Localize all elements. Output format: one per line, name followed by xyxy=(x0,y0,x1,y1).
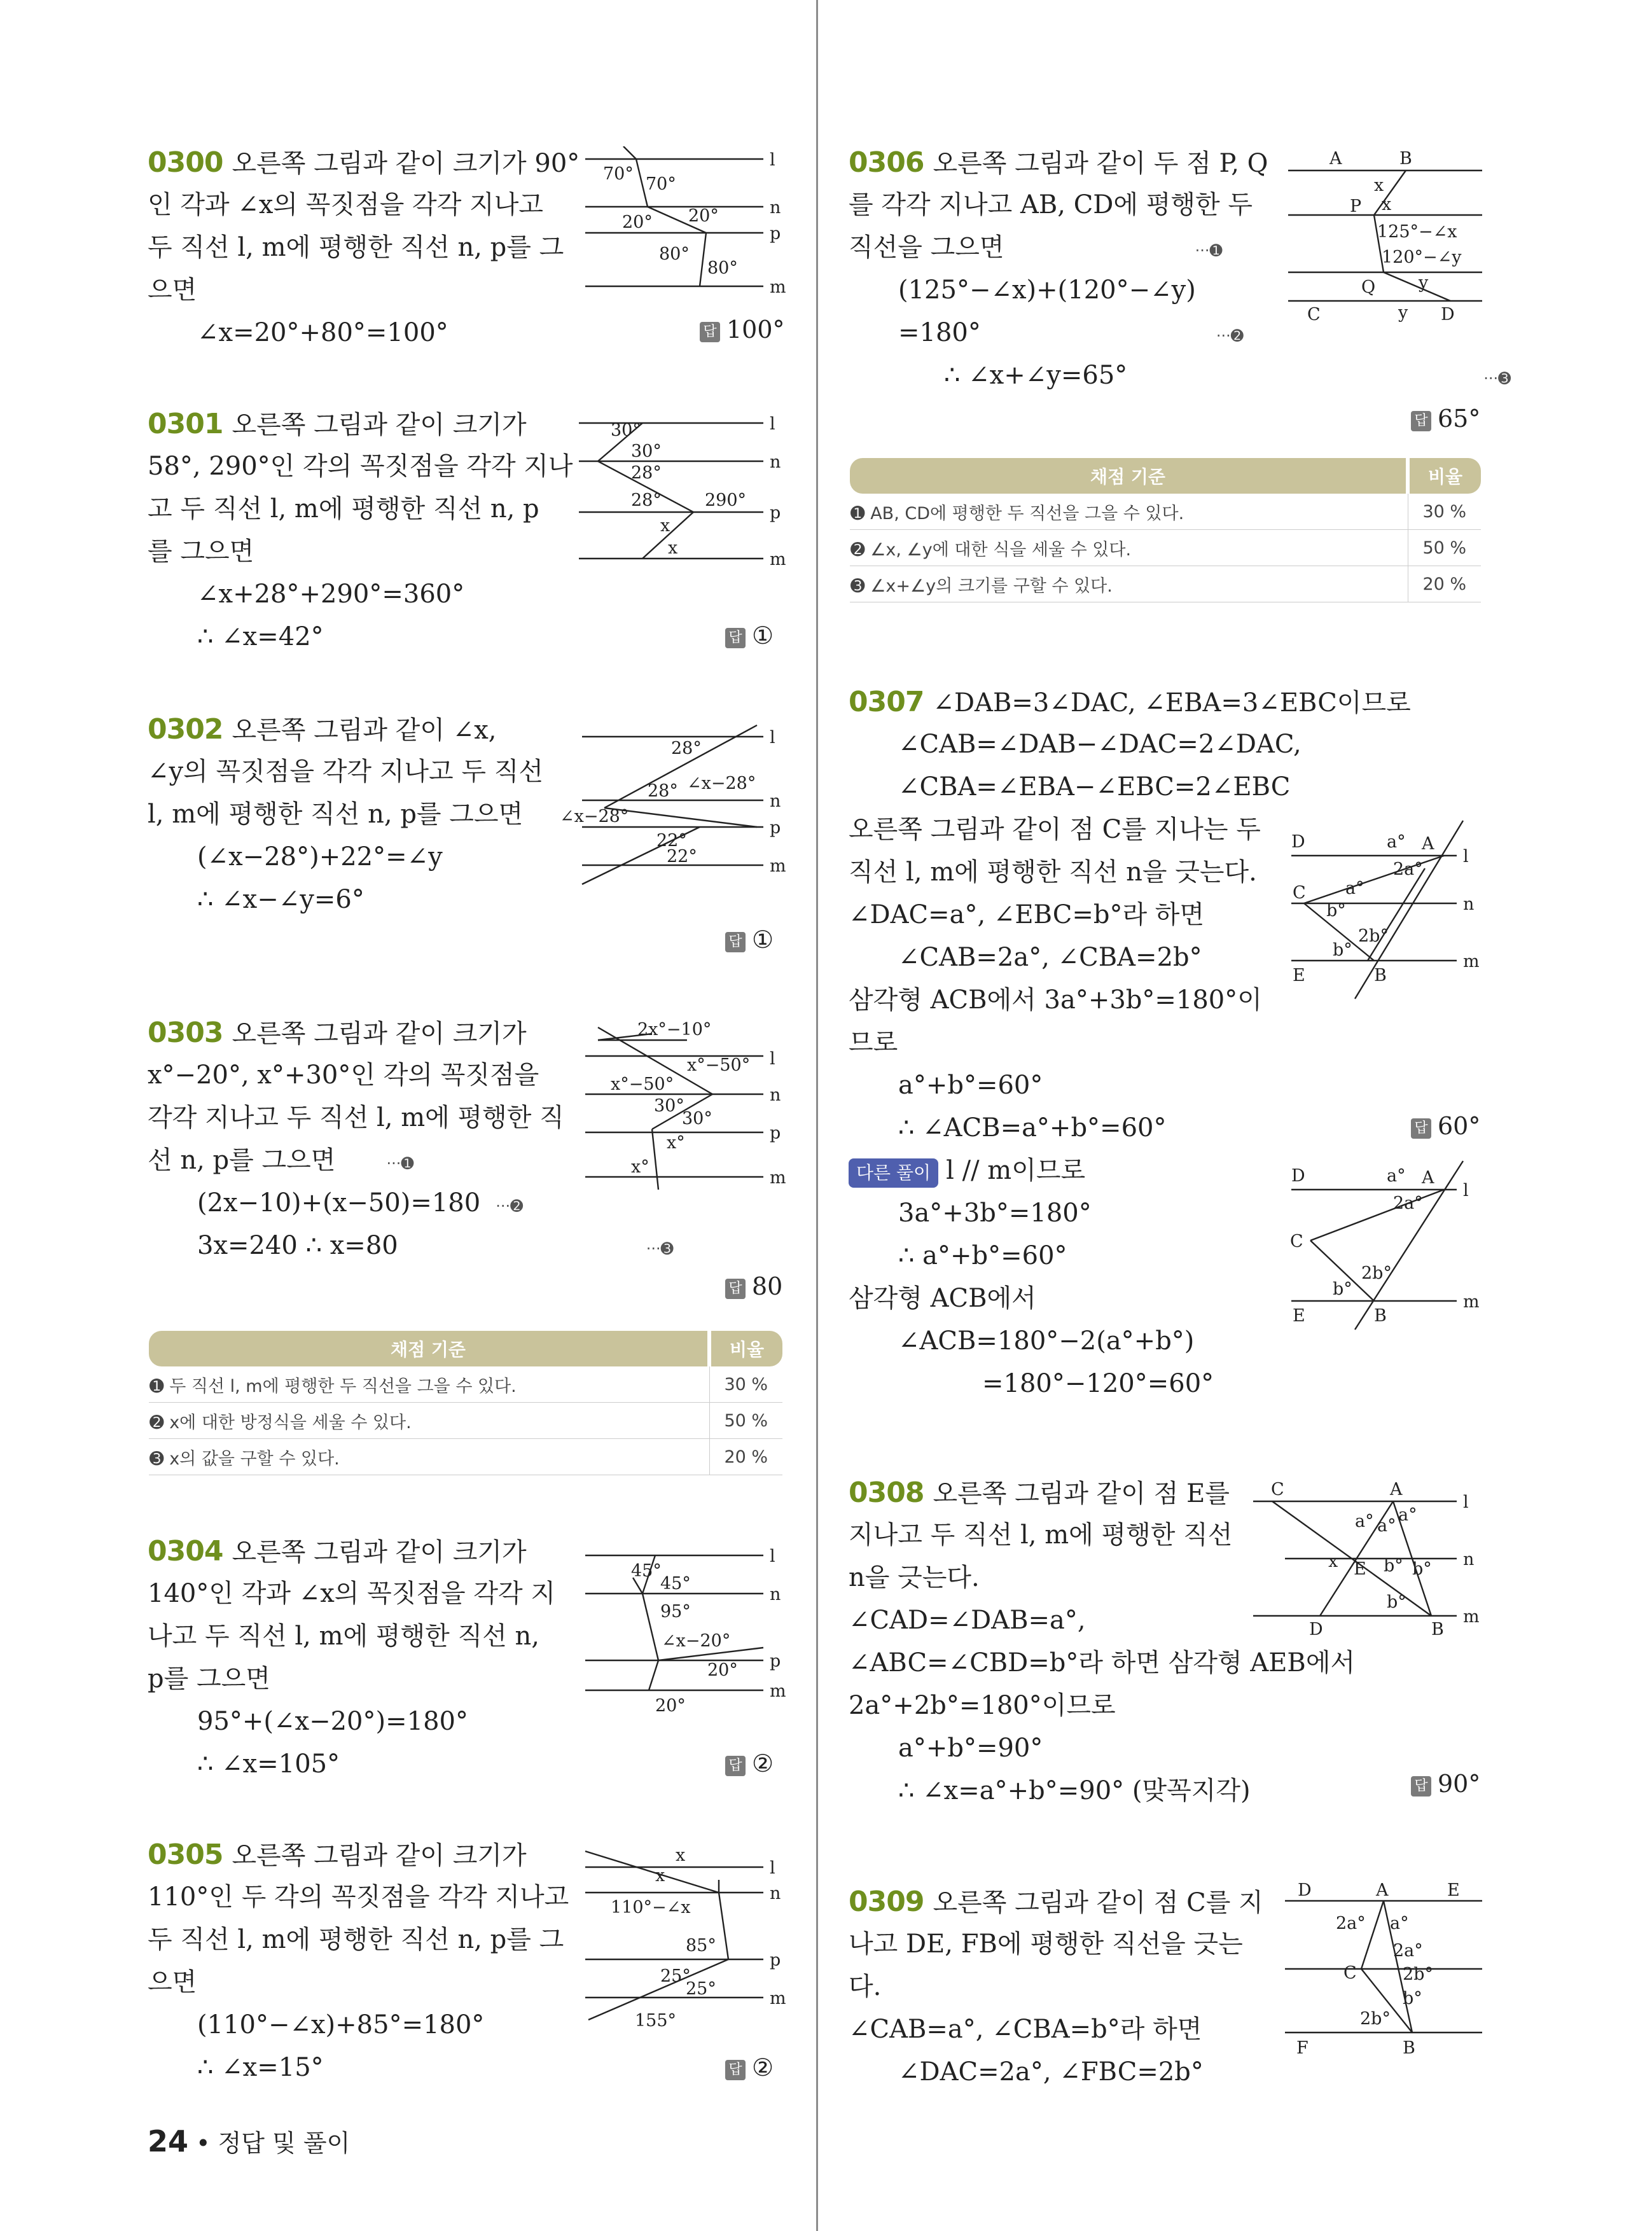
svg-text:D: D xyxy=(1309,1620,1323,1639)
svg-text:A: A xyxy=(1422,1168,1434,1188)
svg-text:D: D xyxy=(1441,305,1455,324)
step-mark: ···➌ xyxy=(646,1240,674,1258)
svg-text:C: C xyxy=(1271,1480,1284,1499)
svg-text:p: p xyxy=(770,503,781,523)
answer-0305: 답 ② xyxy=(725,2054,774,2082)
svg-text:m: m xyxy=(770,1989,786,2008)
svg-text:x°: x° xyxy=(667,1133,685,1153)
answer-0303: 답 80 xyxy=(725,1272,782,1300)
svg-text:a°: a° xyxy=(1387,1166,1406,1186)
figure-0307-a xyxy=(1272,814,1489,1005)
svg-text:m: m xyxy=(1463,1607,1480,1627)
svg-text:l: l xyxy=(770,1546,775,1566)
svg-text:m: m xyxy=(770,1681,786,1701)
svg-text:20°: 20° xyxy=(707,1660,738,1680)
svg-text:l: l xyxy=(770,414,775,434)
svg-text:l: l xyxy=(1463,1492,1469,1512)
svg-text:m: m xyxy=(770,277,786,297)
svg-text:2a°: 2a° xyxy=(1393,1193,1423,1213)
svg-text:45°: 45° xyxy=(631,1561,662,1581)
problem-0302: 0302 오른쪽 그림과 같이 ∠x, ∠y의 꼭짓점을 각각 지나고 두 직선 l, m에 평행한 직선 n, p를 그으면 (∠x−28°)+22°=∠y ∴ ∠x−∠y=6° xyxy=(148,713,544,914)
svg-text:x: x xyxy=(1374,176,1384,195)
svg-text:x: x xyxy=(660,516,670,536)
answer-icon: 답 xyxy=(1411,411,1431,431)
svg-text:E: E xyxy=(1293,1306,1305,1326)
footer-label: • 정답 및 풀이 xyxy=(196,2129,351,2157)
svg-text:b°: b° xyxy=(1326,901,1346,921)
svg-text:2b°: 2b° xyxy=(1360,2009,1391,2029)
svg-text:30°: 30° xyxy=(611,420,641,440)
step-mark: ···➋ xyxy=(1216,327,1244,345)
svg-text:a°: a° xyxy=(1398,1505,1417,1525)
svg-text:2b°: 2b° xyxy=(1358,926,1389,946)
svg-text:n: n xyxy=(770,1085,781,1105)
svg-text:x°: x° xyxy=(631,1157,649,1177)
answer-0300: 답 100° xyxy=(700,316,785,344)
svg-text:E: E xyxy=(1447,1883,1460,1900)
svg-text:F: F xyxy=(1296,2038,1308,2055)
svg-text:l: l xyxy=(1463,1181,1469,1200)
svg-text:p: p xyxy=(770,1123,781,1143)
svg-text:28°: 28° xyxy=(671,739,702,758)
svg-text:m: m xyxy=(770,856,786,876)
problem-0305: 0305 오른쪽 그림과 같이 크기가 110°인 두 각의 꼭짓점을 각각 지나고 두 직선 l, m에 평행한 직선 n, p를 그 으면 (110°−∠x)+85°=180° ∴ ∠x=15° xyxy=(148,1838,569,2082)
svg-text:x: x xyxy=(676,1845,686,1865)
svg-text:∠x−20°: ∠x−20° xyxy=(662,1631,731,1651)
svg-text:85°: 85° xyxy=(686,1936,716,1956)
svg-text:2b°: 2b° xyxy=(1403,1964,1433,1984)
answer-icon: 답 xyxy=(725,932,746,952)
svg-text:B: B xyxy=(1374,966,1387,985)
svg-text:b°: b° xyxy=(1412,1559,1432,1579)
svg-text:20°: 20° xyxy=(622,212,653,232)
svg-text:20°: 20° xyxy=(688,206,719,226)
svg-text:n: n xyxy=(770,198,781,218)
svg-text:C: C xyxy=(1307,305,1321,324)
step-mark: ···➊ xyxy=(1195,242,1223,260)
svg-text:D: D xyxy=(1291,832,1305,852)
answer-icon: 답 xyxy=(725,2060,746,2080)
problem-number: 0301 xyxy=(148,408,223,440)
svg-text:2b°: 2b° xyxy=(1361,1263,1392,1283)
svg-text:290°: 290° xyxy=(705,490,747,510)
figure-0304 xyxy=(573,1539,789,1718)
problem-number: 0303 xyxy=(148,1017,223,1049)
page-number: 24 xyxy=(148,2124,189,2158)
svg-text:A: A xyxy=(1376,1883,1389,1900)
svg-text:m: m xyxy=(770,550,786,566)
step-mark: ···➊ xyxy=(386,1155,414,1172)
svg-text:a°: a° xyxy=(1355,1512,1374,1531)
svg-text:y: y xyxy=(1398,303,1408,323)
svg-text:B: B xyxy=(1403,2038,1415,2055)
svg-text:25°: 25° xyxy=(686,1979,716,1999)
svg-text:n: n xyxy=(770,1585,781,1604)
svg-text:20°: 20° xyxy=(655,1696,686,1716)
svg-text:l: l xyxy=(770,728,775,747)
svg-text:p: p xyxy=(770,818,781,838)
svg-text:28°: 28° xyxy=(648,781,678,801)
figure-0302 xyxy=(560,719,789,891)
svg-text:a°: a° xyxy=(1387,832,1406,852)
figure-0306 xyxy=(1279,145,1489,336)
problem-number: 0309 xyxy=(849,1886,924,1918)
step-mark: ···➌ xyxy=(1483,370,1511,387)
figure-0300 xyxy=(573,146,789,299)
svg-text:x: x xyxy=(1328,1552,1338,1571)
figure-0308 xyxy=(1253,1473,1489,1644)
figure-0301 xyxy=(573,407,789,566)
svg-text:80°: 80° xyxy=(707,258,738,278)
svg-text:A: A xyxy=(1390,1480,1403,1499)
svg-text:l: l xyxy=(770,150,775,170)
svg-text:120°−∠y: 120°−∠y xyxy=(1382,247,1462,267)
answer-icon: 답 xyxy=(725,1756,746,1776)
svg-text:a°: a° xyxy=(1345,879,1364,898)
svg-text:25°: 25° xyxy=(660,1966,691,1986)
svg-text:m: m xyxy=(770,1168,786,1188)
svg-text:P: P xyxy=(1350,197,1362,216)
answer-icon: 답 xyxy=(725,628,746,648)
svg-text:b°: b° xyxy=(1333,940,1352,960)
grading-table-0303: 채점 기준 비율 ➊ 두 직선 l, m에 평행한 두 직선을 그을 수 있다. 30 % ➋ x에 대한 방정식을 세울 수 있다. 50 % ➌ x의 값을 구할 수 있다. 20 % xyxy=(149,1331,782,1475)
svg-text:95°: 95° xyxy=(660,1602,691,1622)
svg-text:E: E xyxy=(1293,966,1305,985)
figure-0309 xyxy=(1272,1883,1489,2055)
svg-text:a°: a° xyxy=(1377,1516,1396,1536)
column-divider xyxy=(816,0,818,2231)
svg-text:22°: 22° xyxy=(656,831,687,851)
problem-number: 0302 xyxy=(148,713,223,746)
svg-text:∠x−28°: ∠x−28° xyxy=(687,774,756,793)
svg-text:b°: b° xyxy=(1403,1989,1422,2008)
svg-text:B: B xyxy=(1431,1620,1444,1639)
svg-text:70°: 70° xyxy=(646,174,676,194)
svg-text:B: B xyxy=(1374,1306,1387,1326)
figure-0307-b xyxy=(1272,1155,1489,1333)
svg-text:22°: 22° xyxy=(667,847,697,866)
svg-text:b°: b° xyxy=(1384,1556,1403,1576)
svg-text:b°: b° xyxy=(1333,1279,1352,1299)
alt-solution-badge: 다른 풀이 xyxy=(849,1158,938,1188)
svg-text:E: E xyxy=(1354,1559,1366,1579)
svg-text:D: D xyxy=(1291,1166,1305,1186)
problem-number: 0308 xyxy=(849,1477,924,1509)
svg-text:C: C xyxy=(1343,1963,1357,1983)
svg-text:x°−50°: x°−50° xyxy=(687,1055,751,1075)
answer-icon: 답 xyxy=(725,1279,746,1299)
svg-text:n: n xyxy=(1463,894,1475,914)
svg-text:n: n xyxy=(770,1884,781,1903)
svg-text:p: p xyxy=(770,1651,781,1671)
problem-number: 0307 xyxy=(849,686,924,718)
svg-text:l: l xyxy=(770,1858,775,1878)
svg-text:30°: 30° xyxy=(682,1109,712,1129)
svg-text:p: p xyxy=(770,1950,781,1970)
svg-text:C: C xyxy=(1293,883,1306,903)
svg-text:x: x xyxy=(1382,195,1392,214)
svg-text:2x°−10°: 2x°−10° xyxy=(637,1020,712,1039)
svg-text:n: n xyxy=(770,791,781,811)
svg-text:n: n xyxy=(770,452,781,472)
svg-text:B: B xyxy=(1399,149,1412,169)
svg-text:110°−∠x: 110°−∠x xyxy=(611,1898,691,1917)
answer-0306: 답 65° xyxy=(1411,405,1480,433)
svg-text:155°: 155° xyxy=(635,2011,677,2031)
answer-icon: 답 xyxy=(1411,1776,1431,1797)
svg-text:80°: 80° xyxy=(659,244,690,264)
problem-0309: 0309 오른쪽 그림과 같이 점 C를 지 나고 DE, FB에 평행한 직선을 긋는 다. ∠CAB=a°, ∠CBA=b°라 하면 ∠DAC=2a°, ∠FBC=2b° xyxy=(849,1886,1263,2087)
answer-icon: 답 xyxy=(1411,1118,1431,1139)
svg-text:2a°: 2a° xyxy=(1336,1914,1366,1933)
svg-text:30°: 30° xyxy=(631,441,662,461)
svg-text:Q: Q xyxy=(1361,277,1376,297)
answer-icon: 답 xyxy=(700,322,720,342)
grading-table-0306: 채점 기준 비율 ➊ AB, CD에 평행한 두 직선을 그을 수 있다. 30 % ➋ ∠x, ∠y에 대한 식을 세울 수 있다. 50 % ➌ ∠x+∠y의 크기를 구할 수 있다. 20 % xyxy=(850,458,1481,602)
answer-0304: 답 ② xyxy=(725,1749,774,1777)
svg-text:m: m xyxy=(1463,952,1480,971)
svg-text:45°: 45° xyxy=(660,1574,691,1594)
svg-text:a°: a° xyxy=(1390,1914,1409,1933)
svg-text:2a°: 2a° xyxy=(1393,1941,1423,1961)
svg-text:2a°: 2a° xyxy=(1393,859,1423,879)
svg-text:70°: 70° xyxy=(603,164,634,184)
svg-text:30°: 30° xyxy=(654,1096,684,1116)
figure-0303 xyxy=(560,1015,789,1193)
problem-0304: 0304 오른쪽 그림과 같이 크기가 140°인 각과 ∠x의 꼭짓점을 각각 지 나고 두 직선 l, m에 평행한 직선 n, p를 그으면 95°+(∠x−20°)=180° ∴ ∠x=105° xyxy=(148,1535,556,1779)
step-mark: ···➋ xyxy=(496,1197,524,1215)
svg-text:l: l xyxy=(1463,847,1469,866)
svg-text:m: m xyxy=(1463,1292,1480,1312)
svg-text:l: l xyxy=(770,1049,775,1069)
problem-number: 0300 xyxy=(148,146,223,179)
problem-0300: 0300 오른쪽 그림과 같이 크기가 90° 인 각과 ∠x의 꼭짓점을 각각 지나고 두 직선 l, m에 평행한 직선 n, p를 그 으면 ∠x=20°+80°=100° xyxy=(148,146,580,347)
problem-0307: 0307 ∠DAB=3∠DAC, ∠EBA=3∠EBC이므로 ∠CAB=∠DAB−∠DAC=2∠DAC, ∠CBA=∠EBA−∠EBC=2∠EBC 오른쪽 그림과 같이 점 C를 지나는 두 직선 l, m에 평행한 직선 n을 긋는다. ∠DAC=a°, ∠EBC=b°라 하면 ∠CAB=2a°, ∠CBA=2b° 삼각형 ACB에서 3a°+3b°=180°이 므로 a°+b°=60° ∴ ∠ACB=a°+b°=60° 다른 풀이 l // m이므로 3a°+3b°=180° ∴ a°+b°=60° 삼각형 ACB에서 ∠ACB=180°−2(a°+b°) =180°−120°=60° xyxy=(849,686,1411,1398)
svg-text:x: x xyxy=(668,538,678,558)
problem-number: 0304 xyxy=(148,1535,223,1567)
svg-text:p: p xyxy=(770,224,781,244)
svg-text:125°−∠x: 125°−∠x xyxy=(1377,222,1457,242)
svg-text:∠x−28°: ∠x−28° xyxy=(560,807,629,826)
svg-text:n: n xyxy=(1463,1550,1475,1569)
svg-text:x°−50°: x°−50° xyxy=(611,1074,674,1094)
problem-number: 0306 xyxy=(849,146,924,179)
svg-text:C: C xyxy=(1290,1232,1303,1251)
svg-text:y: y xyxy=(1419,273,1429,293)
svg-text:28°: 28° xyxy=(631,463,662,483)
figure-0305 xyxy=(573,1842,789,2033)
problem-number: 0305 xyxy=(148,1838,223,1871)
svg-text:A: A xyxy=(1422,834,1434,854)
problem-0308: 0308 오른쪽 그림과 같이 점 E를 지나고 두 직선 l, m에 평행한 직선 n을 긋는다. ∠CAD=∠DAB=a°, ∠ABC=∠CBD=b°라 하면 삼각형 AEB에서 2a°+2b°=180°이므로 a°+b°=90° ∴ ∠x=a°+b°=90° (맞꼭지각) xyxy=(849,1477,1356,1805)
svg-text:b°: b° xyxy=(1387,1592,1406,1612)
svg-text:28°: 28° xyxy=(631,490,662,510)
answer-0301: 답 ① xyxy=(725,622,774,650)
answer-0308: 답 90° xyxy=(1411,1770,1480,1798)
page-footer xyxy=(148,2123,350,2158)
svg-text:x: x xyxy=(655,1866,665,1886)
svg-text:D: D xyxy=(1298,1883,1312,1900)
problem-0306: 0306 오른쪽 그림과 같이 두 점 P, Q 를 각각 지나고 AB, CD에 평행한 두 직선을 그으면 ···➊ (125°−∠x)+(120°−∠y) =180° ···➋ ∴ ∠x+∠y=65° ···➌ xyxy=(849,146,1511,390)
answer-0302: 답 ① xyxy=(725,926,774,954)
svg-text:A: A xyxy=(1329,149,1342,169)
problem-0301: 0301 오른쪽 그림과 같이 크기가 58°, 290°인 각의 꼭짓점을 각각 지나 고 두 직선 l, m에 평행한 직선 n, p 를 그으면 ∠x+28°+290°=360° ∴ ∠x=42° xyxy=(148,408,573,651)
answer-0307: 답 60° xyxy=(1411,1112,1480,1140)
problem-0303: 0303 오른쪽 그림과 같이 크기가 x°−20°, x°+30°인 각의 꼭짓점을 각각 지나고 두 직선 l, m에 평행한 직 선 n, p를 그으면 ···➊ (2x−10)+(x−50)=180 ···➋ 3x=240 ∴ x=80 ···➌ xyxy=(148,1017,674,1260)
